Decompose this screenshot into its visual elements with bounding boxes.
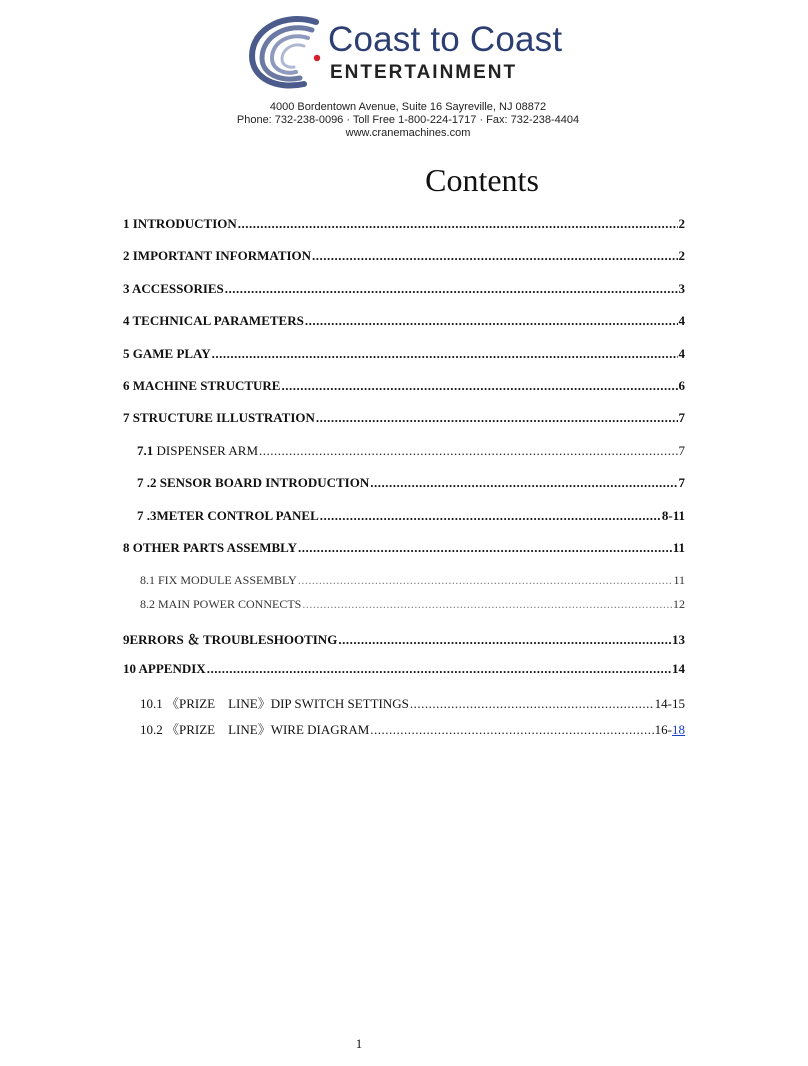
toc-leader [338, 632, 671, 648]
toc-entry-meter-control-panel[interactable] [137, 508, 685, 524]
toc-page: 12 [673, 597, 685, 611]
toc-label: 8 OTHER PARTS ASSEMBLY [123, 540, 298, 555]
toc-page: 14 [672, 661, 685, 676]
toc-label: 9ERRORS ＆ TROUBLESHOOTING [123, 632, 338, 647]
toc-leader [370, 722, 653, 738]
toc-page-link[interactable]: 18 [672, 722, 685, 737]
toc-number: 10.2 [140, 722, 163, 737]
toc-label: 4 TECHNICAL PARAMETERS [123, 313, 304, 328]
toc-page: 14-15 [654, 696, 685, 711]
toc-entry-appendix[interactable] [123, 661, 685, 677]
toc-leader [316, 410, 678, 426]
toc-label: 3 ACCESSORIES [123, 281, 224, 296]
toc-entry-game-play[interactable] [123, 346, 685, 362]
toc-leader [298, 540, 672, 556]
toc-label-text: MAIN POWER CONNECTS [158, 597, 302, 611]
toc-entry-accessories[interactable] [123, 281, 685, 297]
toc-page-start: 16- [654, 722, 672, 737]
toc-label [140, 573, 297, 588]
toc-label [140, 693, 409, 712]
toc-leader [281, 378, 677, 394]
toc-number: 10.1 [140, 696, 163, 711]
toc-entry-fix-module-assembly[interactable] [140, 573, 685, 588]
toc-label: 6 MACHINE STRUCTURE [123, 378, 281, 393]
toc-entry-dispenser-arm[interactable] [137, 443, 685, 459]
toc-entry-main-power-connects[interactable] [140, 597, 685, 612]
toc-label: 7 STRUCTURE ILLUSTRATION [123, 410, 315, 425]
toc-page [655, 722, 685, 738]
toc-label [140, 597, 301, 612]
toc-leader [320, 508, 661, 524]
company-subtitle: ENTERTAINMENT [330, 62, 518, 83]
toc-leader [298, 573, 673, 588]
address-line: 4000 Bordentown Avenue, Suite 16 Sayreville, NJ 08872 [269, 101, 547, 113]
toc-label: 7 .2 SENSOR BOARD INTRODUCTION [137, 475, 370, 490]
toc-page: 7 [678, 443, 685, 458]
toc-page: 13 [672, 632, 685, 647]
toc-label-text: FIX MODULE ASSEMBLY [158, 573, 297, 587]
toc-leader [312, 248, 677, 264]
toc-leader [225, 281, 678, 297]
toc-leader [410, 696, 654, 712]
toc-leader [207, 661, 671, 677]
toc-leader [238, 216, 678, 232]
toc-entry-sensor-board[interactable] [137, 475, 685, 491]
toc-page: 3 [678, 281, 685, 296]
toc-number: 7.1 [137, 443, 154, 458]
toc-label: 2 IMPORTANT INFORMATION [123, 248, 312, 263]
toc-label-text: DISPENSER ARM [153, 443, 258, 458]
toc-page: 11 [673, 573, 685, 587]
toc-entry-wire-diagram[interactable] [140, 719, 685, 738]
toc-leader [305, 313, 678, 329]
toc-page: 4 [678, 346, 685, 361]
company-title: Coast to Coast [328, 20, 563, 59]
page-number: 1 [355, 1036, 363, 1051]
toc-page: 8-11 [661, 508, 685, 523]
toc-leader [259, 443, 678, 459]
toc-entry-technical-parameters[interactable] [123, 313, 685, 329]
phone-line: Phone: 732-238-0096 · Toll Free 1-800-224-1717 · Fax: 732-238-4404 [236, 114, 580, 126]
toc-leader [212, 346, 678, 362]
toc-number: 8.2 [140, 597, 155, 611]
toc-page: 7 [678, 475, 685, 490]
website-line: www.cranemachines.com [345, 127, 471, 139]
toc-entry-dip-switch-settings[interactable] [140, 693, 685, 712]
toc-page: 6 [678, 378, 685, 393]
toc-label-text: 《PRIZE LINE》DIP SWITCH SETTINGS [166, 696, 409, 711]
page-number-wrap [0, 1036, 808, 1052]
toc-entry-important-information[interactable] [123, 248, 685, 264]
toc-entry-machine-structure[interactable] [123, 378, 685, 394]
toc-entry-errors-troubleshooting[interactable] [123, 629, 685, 648]
toc-label [137, 443, 258, 459]
toc-entry-introduction[interactable] [123, 216, 685, 232]
toc-label: 5 GAME PLAY [123, 346, 211, 361]
toc-entry-structure-illustration[interactable] [123, 410, 685, 426]
toc-page: 2 [678, 248, 685, 263]
toc-page: 2 [678, 216, 685, 231]
toc-label: 7 .3METER CONTROL PANEL [137, 508, 319, 523]
toc-entry-other-parts-assembly[interactable] [123, 540, 685, 556]
toc-page: 11 [672, 540, 685, 555]
toc-number: 8.1 [140, 573, 155, 587]
toc-label: 1 INTRODUCTION [123, 216, 237, 231]
page-title: Contents [425, 162, 539, 198]
toc-page: 4 [678, 313, 685, 328]
toc-label [140, 719, 369, 738]
toc-page: 7 [678, 410, 685, 425]
toc-leader [370, 475, 677, 491]
toc-label-text: 《PRIZE LINE》WIRE DIAGRAM [166, 722, 370, 737]
toc-leader [302, 597, 672, 612]
toc-label: 10 APPENDIX [123, 661, 206, 676]
